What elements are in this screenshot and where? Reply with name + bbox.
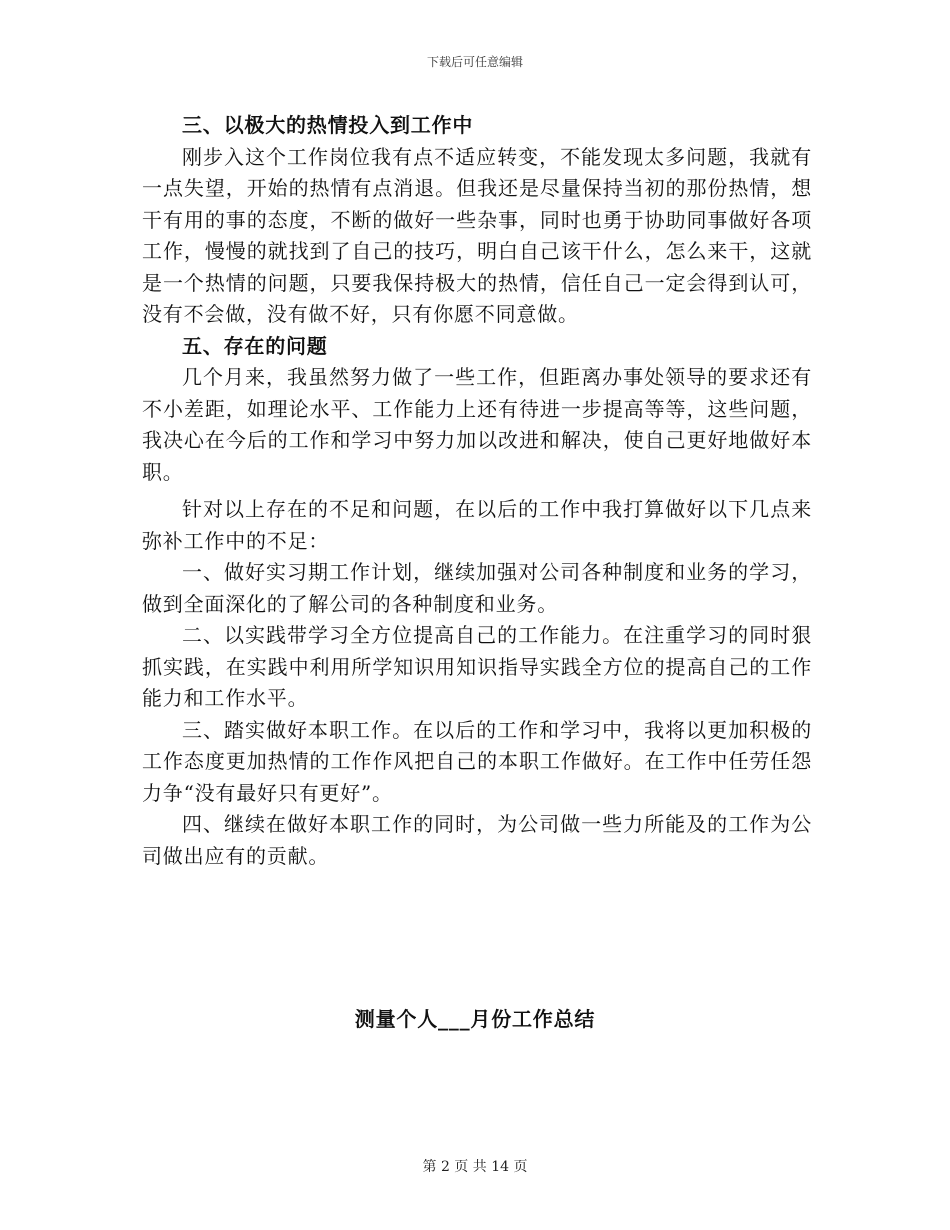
paragraph-plan-item-4: 四、继续在做好本职工作的同时，为公司做一些力所能及的工作为公司做出应有的贡献。 xyxy=(142,812,812,868)
paragraph-plan-item-3: 三、踏实做好本职工作。在以后的工作和学习中，我将以更加积极的工作态度更加热情的工作作风把自己的本职工作做好。在工作中任劳任怨力争“没有最好只有更好”。 xyxy=(142,717,812,805)
section-heading-enthusiasm: 三、以极大的热情投入到工作中 xyxy=(182,113,474,137)
paragraph-plan-item-1: 一、做好实习期工作计划，继续加强对公司各种制度和业务的学习，做到全面深化的了解公司的各种制度和业务。 xyxy=(142,560,812,616)
document-body xyxy=(142,110,812,872)
paragraph-plan-item-2: 二、以实践带学习全方位提高自己的工作能力。在注重学习的同时狠抓实践，在实践中利用所学知识用知识指导实践全方位的提高自己的工作能力和工作水平。 xyxy=(142,623,812,710)
next-document-title: 测量个人___月份工作总结 xyxy=(354,1007,596,1031)
page-number: 第 2 页 共 14 页 xyxy=(422,1159,528,1175)
header-note: 下载后可任意编辑 xyxy=(426,55,523,69)
paragraph-plan-intro: 针对以上存在的不足和问题，在以后的工作中我打算做好以下几点来弥补工作中的不足： xyxy=(142,497,812,553)
paragraph-enthusiasm: 刚步入这个工作岗位我有点不适应转变，不能发现太多问题，我就有一点失望，开始的热情有点消退。但我还是尽量保持当初的那份热情，想干有用的事的态度，不断的做好一些杂事，同时也勇于协助同事做好各项工作，慢慢的就找到了自己的技巧，明白自己该干什么，怎么来干，这就是一个热情的问题，只要我保持极大的热情，信任自己一定会得到认可，没有不会做，没有做不好，只有你愿不同意做。 xyxy=(142,144,812,326)
section-heading-problems: 五、存在的问题 xyxy=(182,333,328,358)
paragraph-problems: 几个月来，我虽然努力做了一些工作，但距离办事处领导的要求还有不小差距，如理论水平、工作能力上还有待进一步提高等等，这些问题，我决心在今后的工作和学习中努力加以改进和解决，使自己更好地做好本职。 xyxy=(142,365,812,484)
